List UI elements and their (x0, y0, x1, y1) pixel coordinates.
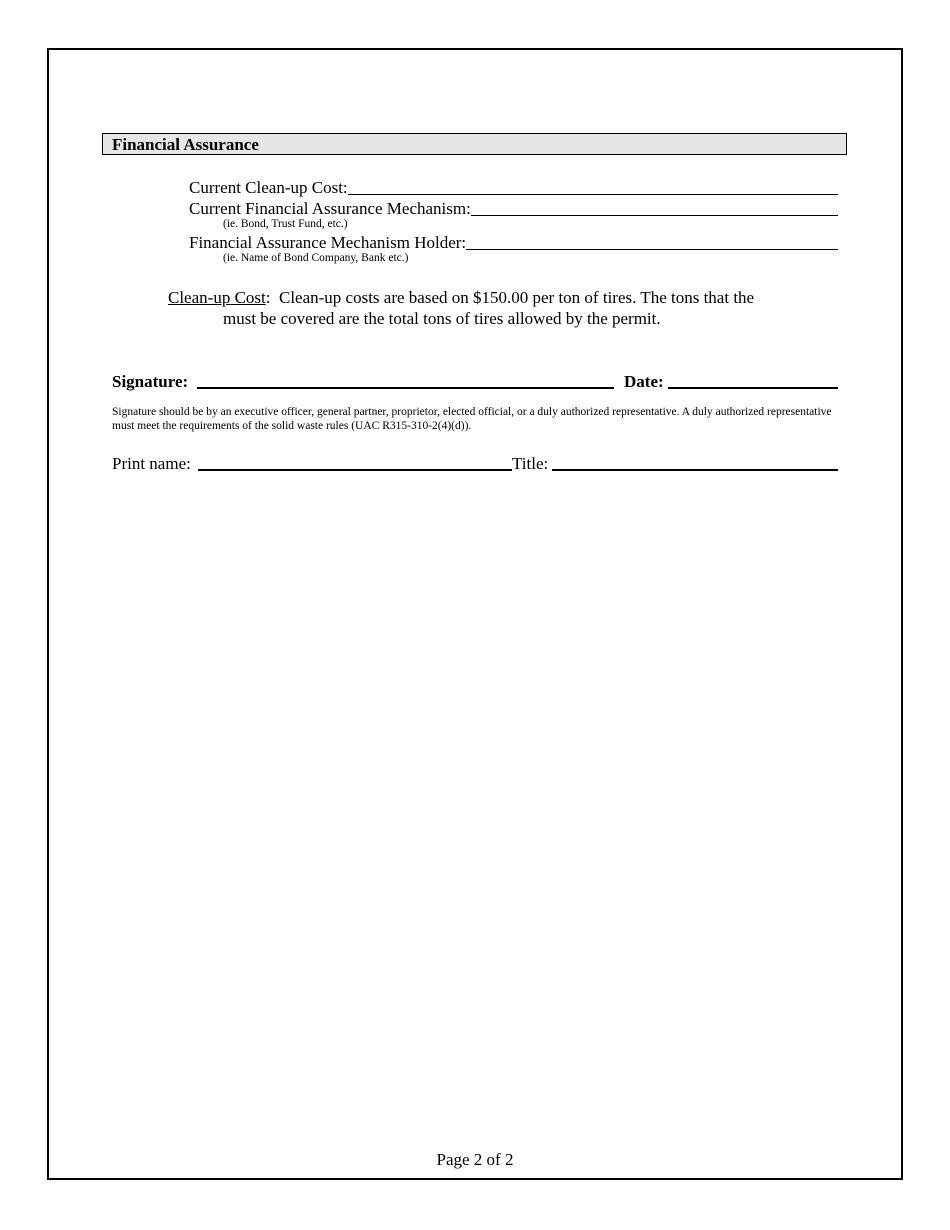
mechanism-label: Current Financial Assurance Mechanism: (189, 199, 471, 218)
date-input-line[interactable] (668, 387, 838, 389)
cleanup-term: Clean-up Cost (168, 288, 266, 307)
page-number: Page 2 of 2 (436, 1150, 514, 1169)
mechanism-field[interactable] (189, 197, 838, 219)
mechanism-hint: (ie. Bond, Trust Fund, etc.) (223, 218, 348, 230)
signature-row (112, 370, 838, 392)
cleanup-line1-text: Clean-up costs are based on $150.00 per ton of tires. The tons that the (278, 288, 755, 307)
section-title: Financial Assurance (112, 135, 259, 154)
title-label: Title: (512, 454, 549, 473)
section-header (102, 133, 847, 155)
print-name-label: Print name: (112, 454, 191, 473)
holder-input-line[interactable] (466, 248, 838, 250)
print-name-input-line[interactable] (198, 469, 512, 471)
signature-input-line[interactable] (197, 387, 614, 389)
print-name-row (112, 452, 838, 474)
cleanup-cost-field[interactable] (189, 176, 838, 198)
signature-label: Signature: (112, 372, 189, 391)
mechanism-input-line[interactable] (471, 214, 838, 216)
cleanup-cost-input-line[interactable] (348, 193, 838, 195)
cleanup-cost-label: Current Clean-up Cost: (189, 178, 348, 197)
date-label: Date: (624, 372, 664, 391)
holder-label: Financial Assurance Mechanism Holder: (189, 233, 467, 252)
title-input-line[interactable] (552, 469, 838, 471)
cleanup-sep: : (265, 288, 279, 307)
signature-note: Signature should be by an executive officer, general partner, proprietor, elected official, or a duly authorized representative. A duly authorized representative must meet the requirements of the solid waste rules (UAC R315-310-2(4)(d)). (112, 406, 832, 432)
cleanup-cost-paragraph (168, 287, 848, 329)
cleanup-line-2: must be covered are the total tons of tires allowed by the permit. (223, 309, 661, 328)
cleanup-line-1 (168, 287, 848, 308)
holder-field[interactable] (189, 231, 838, 253)
holder-hint: (ie. Name of Bond Company, Bank etc.) (223, 252, 409, 264)
